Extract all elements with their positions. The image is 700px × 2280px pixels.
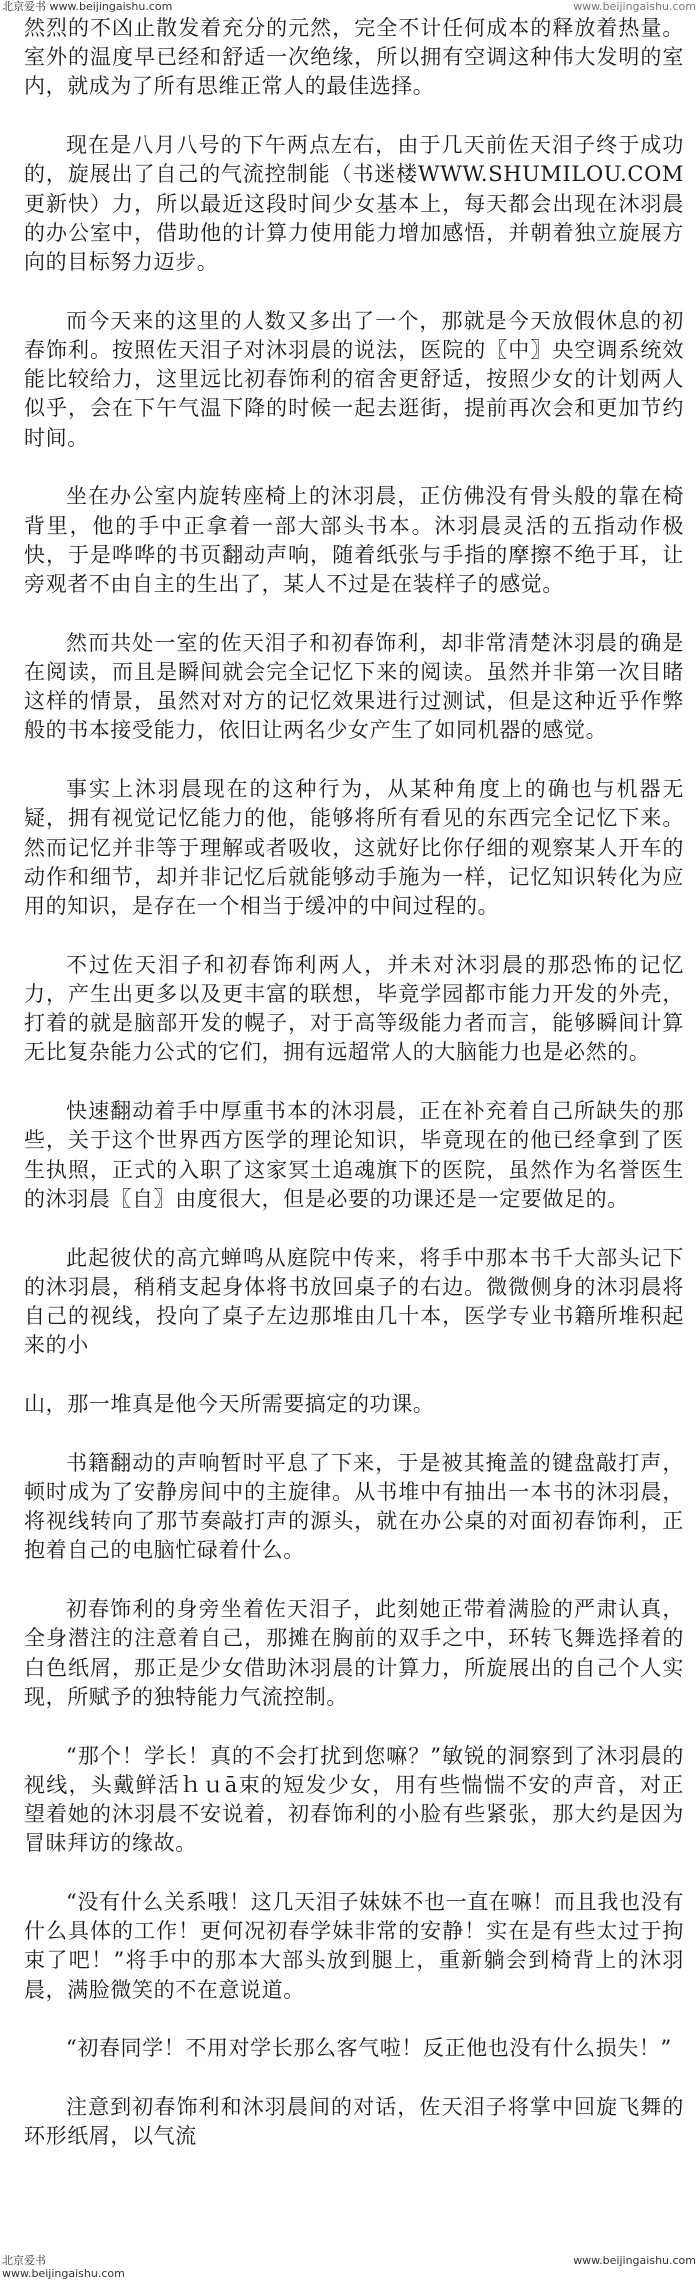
paragraph: “没有什么关系哦！这几天泪子妹妹不也一直在嘛！而且我也没有什么具体的工作！更何况初春学妹非常的安静！实在是有些太过于拘束了吧！”将手中的那本大部头放到腿上，重新躺会到椅背上的沐羽晨，满脸微笑的不在意说道。: [24, 1890, 684, 2002]
paragraph: “初春同学！不用对学长那么客气啦！反正他也没有什么损失！”: [66, 2036, 672, 2061]
paragraph: 此起彼伏的高亢蝉鸣从庭院中传来，将手中那本书千大部头记下的沐羽晨，稍稍支起身体将书放回桌子的右边。微微侧身的沐羽晨将自己的视线，投向了桌子左边那堆由几十本，医学专业书籍所堆积起来的小: [24, 1245, 684, 1358]
paragraph: 事实上沐羽晨现在的这种行为，从某种角度上的确也与机器无疑，拥有视觉记忆能力的他，能够将所有看见的东西完全记忆下来。然而记忆并非等于理解或者吸收，这就好比你仔细的观察某人开车的动作和细节，却并非记忆后就能够动手施为一样，记忆知识转化为应用的知识，是存在一个相当于缓冲的中间过程的。: [24, 777, 684, 919]
article-body: [24, 14, 684, 2152]
footer-site-name: 北京爱书 www.beijingaishu.com: [2, 2254, 125, 2280]
paragraph: “那个！学长！真的不会打扰到您嘛？”敏锐的洞察到了沐羽晨的视线，头戴鲜活ｈｕā束的短发少女，用有些惴惴不安的声音，对正望着她的沐羽晨不安说着，初春饰利的小脸有些紧张，那大约是因为冒昧拜访的缘故。: [24, 1743, 684, 1856]
paragraph: 然烈的不凶止散发着充分的元然，完全不计任何成本的释放着热量。室外的温度早已经和舒适一次绝缘，所以拥有空调这种伟大发明的室内，就成为了所有思维正常人的最佳选择。: [24, 16, 684, 99]
paragraph: 然而共处一室的佐天泪子和初春饰利，却非常清楚沐羽晨的确是在阅读，而且是瞬间就会完全记忆下来的阅读。虽然并非第一次目睹这样的情景，虽然对对方的记忆效果进行过测试，但是这种近乎作弊般的书本接受能力，依旧让两名少女产生了如同机器的感觉。: [24, 630, 684, 743]
paragraph: 而今天来的这里的人数又多出了一个，那就是今天放假休息的初春饰利。按照佐天泪子对沐羽晨的说法，医院的〖中〗央空调系统效能比较给力，这里远比初春饰利的宿舍更舒适，按照少女的计划两人似乎，会在下午气温下降的时候一起去逛街，提前再次会和更加节约时间。: [24, 308, 684, 450]
paragraph: 现在是八月八号的下午两点左右，由于几天前佐天泪子终于成功的，旋展出了自己的气流控制能（书迷楼WWW.SHUMILOU.COM更新快）力，所以最近这段时间少女基本上，每天都会出现在沐羽晨的办公室中，借助他的计算力使用能力增加感悟，并朝着独立旋展方向的目标努力迈步。: [24, 133, 684, 275]
paragraph: 书籍翻动的声响暂时平息了下来，于是被其掩盖的键盘敲打声，顿时成为了安静房间中的主旋律。从书堆中有抽出一本书的沐羽晨，将视线转向了那节奏敲打声的源头，就在办公桌的对面初春饰利，正抱着自己的电脑忙碌着什么。: [24, 1450, 684, 1563]
page-footer: [0, 2254, 700, 2280]
header-site-url: www.beijingaishu.com: [573, 0, 696, 13]
paragraph: 坐在办公室内旋转座椅上的沐羽晨，正仿佛没有骨头般的靠在椅背里，他的手中正拿着一部大部头书本。沐羽晨灵活的五指动作极快，于是哗哗的书页翻动声响，随着纸张与手指的摩擦不绝于耳，让旁观者不由自主的生出了，某人不过是在装样子的感觉。: [24, 484, 684, 597]
paragraph: 注意到初春饰利和沐羽晨间的对话，佐天泪子将掌中回旋飞舞的环形纸屑，以气流: [24, 2095, 684, 2149]
paragraph: 山，那一堆真是他今天所需要搞定的功课。: [24, 1392, 435, 1417]
paragraph: 初春饰利的身旁坐着佐天泪子，此刻她正带着满脸的严肃认真，全身潜注的注意着自己，那摊在胸前的双手之中，环转飞舞选择着的白色纸屑，那正是少女借助沐羽晨的计算力，所旋展出的自己个人实现，所赋予的独特能力气流控制。: [24, 1597, 684, 1709]
header-site-name: 北京爱书 www.beijingaishu.com: [2, 0, 173, 13]
paragraph: 快速翻动着手中厚重书本的沐羽晨，正在补充着自己所缺失的那些，关于这个世界西方医学的理论知识，毕竟现在的他已经拿到了医生执照，正式的入职了这家冥土追魂旗下的医院，虽然作为名誉医生的沐羽晨〖自〗由度很大，但是必要的功课还是一定要做足的。: [24, 1099, 684, 1211]
footer-site-url: www.beijingaishu.com: [573, 2254, 696, 2267]
paragraph: 不过佐天泪子和初春饰利两人，并未对沐羽晨的那恐怖的记忆力，产生出更多以及更丰富的联想，毕竟学园都市能力开发的外壳，打着的就是脑部开发的幌子，对于高等级能力者而言，能够瞬间计算无比复杂能力公式的它们，拥有远超常人的大脑能力也是必然的。: [24, 952, 684, 1065]
page-header: [0, 0, 700, 14]
